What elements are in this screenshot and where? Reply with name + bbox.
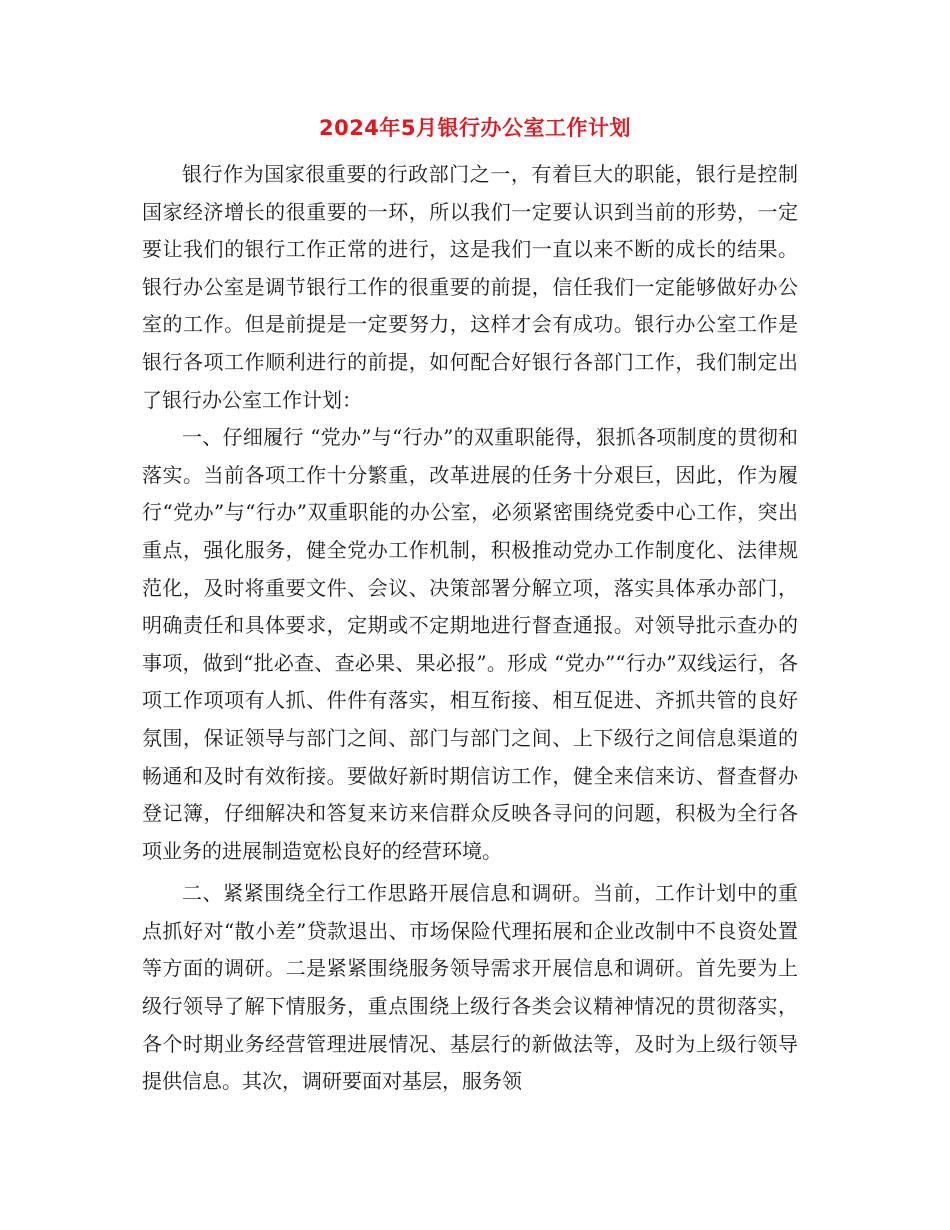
paragraph-intro: 银行作为国家很重要的行政部门之一，有着巨大的职能，银行是控制国家经济增长的很重要的一环，所以我们一定要认识到当前的形势，一定要让我们的银行工作正常的进行，这是我们一直以来不断的成长的结果。银行办公室是调节银行工作的很重要的前提，信任我们一定能够做好办公室的工作。但是前提是一定要努力，这样才会有成功。银行办公室工作是银行各项工作顺利进行的前提，如何配合好银行各部门工作，我们制定出了银行办公室工作计划： xyxy=(142,162,798,412)
paragraph-section-two: 二、紧紧围绕全行工作思路开展信息和调研。当前，工作计划中的重点抓好对“散小差”贷款退出、市场保险代理拓展和企业改制中不良资处置等方面的调研。二是紧紧围绕服务领导需求开展信息和调研。首先要为上级行领导了解下情服务，重点围绕上级行各类会议精神情况的贯彻落实，各个时期业务经营管理进展情况、基层行的新做法等，及时为上级行领导提供信息。其次，调研要面对基层，服务领 xyxy=(142,881,798,1094)
document-title: 2024年5月银行办公室工作计划 xyxy=(318,116,632,140)
document-body xyxy=(142,156,798,1101)
paragraph-section-one: 一、仔细履行 “党办”与“行办”的双重职能得，狠抓各项制度的贯彻和落实。当前各项工作十分繁重，改革进展的任务十分艰巨，因此，作为履行“党办”与“行办”双重职能的办公室，必须紧密围绕党委中心工作，突出重点，强化服务，健全党办工作机制，积极推动党办工作制度化、法律规范化，及时将重要文件、会议、决策部署分解立项，落实具体承办部门，明确责任和具体要求，定期或不定期地进行督查通报。对领导批示查办的事项，做到“批必查、查必果、果必报”。形成 “党办”“行办”双线运行，各项工作项项有人抓、件件有落实，相互衔接、相互促进、齐抓共管的良好氛围，保证领导与部门之间、部门与部门之间、上下级行之间信息渠道的畅通和及时有效衔接。要做好新时期信访工作，健全来信来访、督查督办登记簿，仔细解决和答复来访来信群众反映各寻问的问题，积极为全行各项业务的进展制造宽松良好的经营环境。 xyxy=(142,425,798,863)
